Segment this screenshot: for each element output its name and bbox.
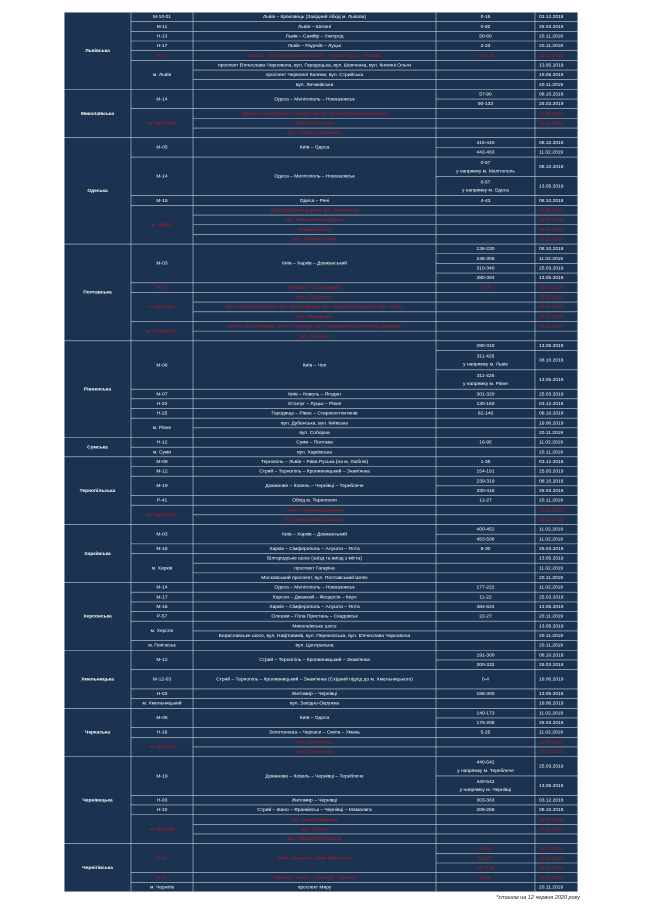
route-name: Одеса – Рені xyxy=(299,198,330,204)
km-range: 22-27 xyxy=(479,614,492,620)
date-cell: 19.06.2019 xyxy=(539,73,564,79)
km-range: 0-15 xyxy=(480,875,491,881)
route-name: Доманове – Ковель – Чернівці – Тереблече xyxy=(265,484,364,490)
route-name: Стрий – Івано – Франківськ – Чернівці – Мамалига xyxy=(257,808,372,814)
km-range: 188-300 xyxy=(476,692,495,698)
road-code: м. Кременчук xyxy=(146,329,178,335)
route-name: Полтава – Олександрія xyxy=(287,285,342,291)
date-cell: 03.12.2018 xyxy=(539,459,564,465)
date-cell: 19.06.2019 xyxy=(539,701,564,707)
road-code: М-18 xyxy=(156,605,168,611)
road-code: м. Львів xyxy=(152,73,172,79)
date-cell: 11.02.2019 xyxy=(539,711,564,717)
km-range: 311-425 xyxy=(476,373,495,379)
km-range: 330-415 xyxy=(476,488,495,494)
km-range: 4-43 xyxy=(480,198,491,204)
date-cell: 13.05.2019 xyxy=(539,208,564,214)
road-code: Н-03 xyxy=(156,692,168,698)
road-code: М-12 xyxy=(156,469,168,475)
road-code: м. Тернопіль xyxy=(147,513,177,519)
km-range: 0-4 xyxy=(481,677,490,683)
route-name: просп. Степана Бандери xyxy=(286,508,343,514)
km-range: 177-222 xyxy=(476,585,495,591)
date-cell: 08.10.2018 xyxy=(539,358,564,364)
region-name: Тернопільська xyxy=(79,488,116,494)
route-name: Доманове – Ковель – Чернівці – Тереблече xyxy=(265,774,364,780)
date-cell: 25.03.2019 xyxy=(539,663,564,669)
road-code: м. Полтава xyxy=(149,305,175,311)
km-range: 301-320 xyxy=(476,392,495,398)
date-cell: 25.03.2019 xyxy=(539,24,564,30)
date-cell: 19.06.2019 xyxy=(539,421,564,427)
date-cell: 08.10.2018 xyxy=(539,653,564,659)
km-range: 175-208 xyxy=(476,721,495,727)
date-cell: 20.11.2019 xyxy=(539,82,564,88)
road-code: М-10-01 xyxy=(152,15,172,21)
road-code: м. Генічеськ xyxy=(148,643,176,649)
km-direction: у напрямку м. Одеса xyxy=(461,188,510,194)
km-direction: у напрямку м. Львів xyxy=(463,362,508,368)
date-cell: 11.02.2019 xyxy=(539,440,564,446)
road-code: М-07 xyxy=(156,392,168,398)
km-range: 380-394 xyxy=(476,276,495,282)
km-range: 245-306 xyxy=(476,256,495,262)
road-code: Н-16 xyxy=(156,730,168,736)
route-name: вул. Личаківська xyxy=(295,82,334,88)
route-name: Одеса – Мелітополь – Новоазовськ xyxy=(274,585,355,591)
date-cell: 08.10.2018 xyxy=(539,198,564,204)
date-cell: 11.02.2019 xyxy=(539,585,564,591)
km-range: 12-27 xyxy=(479,498,492,504)
road-code: М-14 xyxy=(156,585,168,591)
km-range: 92-117 xyxy=(478,856,493,862)
route-name: проспект Миру xyxy=(297,885,332,891)
road-code: Н-22 xyxy=(156,401,168,407)
date-cell: 11.02.2019 xyxy=(539,150,564,156)
road-code: м. Харків xyxy=(151,566,173,572)
route-name: Стрий – Тернопіль – Кропивницький – Знам'янка (Східний підхід до м. Хмельницького) xyxy=(216,677,413,683)
route-name: Львів – Радехів – Луцьк xyxy=(287,44,342,50)
road-code: М-17 xyxy=(156,595,168,601)
date-cell: 08.10.2018 xyxy=(539,808,564,814)
km-range: 400-452 xyxy=(476,527,495,533)
km-range: 415-440 xyxy=(476,140,495,146)
region-name: Одеська xyxy=(87,189,108,195)
road-code: М-12-03 xyxy=(152,677,172,683)
region-name: Миколаївська xyxy=(80,111,115,117)
date-cell: 20.11.2019 xyxy=(539,875,564,881)
road-code: Р-15 xyxy=(156,53,168,59)
date-cell: 20.11.2019 xyxy=(539,430,564,436)
date-cell: 08.10.2018 xyxy=(539,247,564,253)
route-name: Київ – Одеса xyxy=(299,716,330,722)
road-code: м. Чернігів xyxy=(149,885,175,891)
region-name: Чернігівська xyxy=(82,866,113,872)
route-name: Харків – Сімферополь – Алушта – Ялта xyxy=(269,547,360,553)
route-name: вул. Дубенська, вул. Київська xyxy=(280,421,349,427)
route-name: вул. Благовісна xyxy=(296,740,333,746)
route-name: вул. Великотирнівська, вул. Європейська, вул. Маршала Бірюзова, вул. Сакко xyxy=(226,305,403,311)
date-cell: 13.05.2019 xyxy=(539,184,564,190)
road-code: М-03 xyxy=(156,261,168,267)
date-cell: 03.12.2018 xyxy=(539,401,564,407)
km-range: 280-310 xyxy=(476,343,495,349)
route-name: Суми – Полтава xyxy=(296,440,333,446)
km-range: 140-173 xyxy=(476,711,495,717)
date-cell: 20.11.2019 xyxy=(539,517,564,523)
km-range: 0-57 xyxy=(480,180,491,186)
road-code: М-12 xyxy=(156,658,168,664)
route-name: Одеса – Мелітополь – Новоазовськ xyxy=(274,174,355,180)
date-cell: 25.03.2019 xyxy=(539,392,564,398)
km-range: 50-60 xyxy=(479,34,492,40)
date-cell: 20.11.2019 xyxy=(539,643,564,649)
date-cell: 20.11.2018 xyxy=(539,34,564,40)
route-name: Житомир – Чернівці xyxy=(291,798,338,804)
date-cell: 08.10.2018 xyxy=(539,411,564,417)
road-code: м. Миколаїв xyxy=(148,121,176,127)
route-name: вул. Головна/Хотинська xyxy=(287,837,342,843)
route-name: вул. Генерала Карпенка xyxy=(287,131,342,137)
route-name: Московський проспект, вул. Полтавський Шлях xyxy=(261,576,368,582)
route-name: Бериславське шосе, вул. Нафтовиків, вул. Перекопська, вул. В'ячеслава Чорновола xyxy=(218,634,411,640)
roads-table xyxy=(64,12,578,892)
route-name: Київ – Ковель – Ягодин xyxy=(288,392,341,398)
route-name: вул. Зіньківська xyxy=(296,314,333,320)
km-range: 130-150 xyxy=(476,401,495,407)
date-cell: 20.11.2019 xyxy=(539,576,564,582)
route-name: Люстдорфська дорога, вул. Балківська xyxy=(270,208,359,214)
region-name: Херсонська xyxy=(83,614,112,620)
route-name: Київське шосе (заїзд та виїзд з міста), проспект Богоявленський xyxy=(241,111,388,117)
route-name: проспект Червоної Калини, вул. Стрийська xyxy=(265,73,364,79)
date-cell: 20.11.2019 xyxy=(539,634,564,640)
date-cell: 13.05.2019 xyxy=(539,605,564,611)
route-name: вул. Київська xyxy=(299,334,330,340)
route-name: Київ – Харків – Довжанський xyxy=(282,261,347,267)
km-direction: у напрямку м. Мелітополь xyxy=(456,169,515,175)
road-code: м. Суми xyxy=(152,450,172,456)
km-range: 206-258 xyxy=(476,808,495,814)
road-code: Н-03 xyxy=(156,798,168,804)
route-name: вул. Героїв Майдану xyxy=(291,817,338,823)
date-cell: 25.03.2019 xyxy=(539,102,564,108)
date-cell: 20.11.2019 xyxy=(539,508,564,514)
km-range: 0-15 xyxy=(480,285,491,291)
road-code: Н-31 xyxy=(156,285,168,291)
km-range: 0-57 xyxy=(480,161,491,167)
road-code: м. Рівне xyxy=(152,426,172,432)
km-range: 120-132 xyxy=(476,53,495,59)
km-range: 484-524 xyxy=(476,605,495,611)
route-name: Київське шосе xyxy=(298,227,331,233)
date-cell: 25.03.2019 xyxy=(539,721,564,727)
date-cell: 20.11.2019 xyxy=(539,827,564,833)
date-cell: 13.05.2019 xyxy=(539,63,564,69)
date-cell: 20.11.2019 xyxy=(539,121,564,127)
date-cell: 20.11.2019 xyxy=(539,314,564,320)
route-name: Київ – Чернігів – Нові Яриловичі xyxy=(277,856,352,862)
km-range: 11-22 xyxy=(479,595,492,601)
region-name: Львівська xyxy=(85,48,110,54)
route-name: Харків – Сімферополь – Алушта – Ялта xyxy=(269,605,360,611)
date-cell: 20.11.2019 xyxy=(539,498,564,504)
road-code: м. Хмельницький xyxy=(142,701,182,707)
date-cell: 11.02.2019 xyxy=(539,256,564,262)
date-cell: 11.02.2019 xyxy=(539,730,564,736)
road-code: М-06 xyxy=(156,363,168,369)
km-range: 62-149 xyxy=(477,411,494,417)
km-range: 8-30 xyxy=(480,547,491,553)
road-code: М-05 xyxy=(156,145,168,151)
km-direction: у напрямку м. Чернівці xyxy=(459,788,512,794)
route-name: Херсон – Джанкой – Феодосія – Керч xyxy=(272,595,357,601)
date-cell: 20.11.2019 xyxy=(539,324,564,330)
road-code: М-15 xyxy=(156,198,168,204)
road-code: м. Чернівці xyxy=(149,827,175,833)
region-name: Черкаська xyxy=(84,730,111,736)
km-range: 303-363 xyxy=(476,798,495,804)
road-code: Р-41 xyxy=(156,498,168,504)
road-code: М-19 xyxy=(156,774,168,780)
road-code: м. Черкаси xyxy=(149,745,175,751)
date-cell: 20.11.2019 xyxy=(539,305,564,311)
route-name: Золотоноша – Черкаси – Сміла – Умань xyxy=(269,730,360,736)
route-name: вул. Харківська xyxy=(297,450,332,456)
region-name: Сумська xyxy=(87,445,108,451)
date-cell: 20.11.2019 xyxy=(539,237,564,243)
km-range: 5-25 xyxy=(480,730,491,736)
date-cell: 03.12.2018 xyxy=(539,15,564,21)
km-range: 136-230 xyxy=(476,247,495,253)
road-code: Н-17 xyxy=(156,44,168,50)
route-name: вул. Західно-Окружна xyxy=(289,701,340,707)
route-name: Устилуг – Луцьк – Рівне xyxy=(287,401,342,407)
route-name: вул. Центральна xyxy=(295,643,334,649)
route-name: вул. Київська/Дорошенка xyxy=(285,517,344,523)
route-name: Київ – Чоп xyxy=(302,363,327,369)
route-name: Львів – Шегині xyxy=(298,24,331,30)
road-code: Н-12 xyxy=(156,440,168,446)
km-range: 64-80 xyxy=(479,846,492,852)
km-range: 1-35 xyxy=(480,459,491,465)
date-cell: 08.10.2018 xyxy=(539,479,564,485)
footnote: *станом на 12 червня 2020 року xyxy=(496,895,580,901)
date-cell: 19.06.2019 xyxy=(539,218,564,224)
route-name: Львів – Краковець (Західний обхід м. Львова) xyxy=(263,15,366,21)
date-cell: 25.03.2019 xyxy=(539,595,564,601)
region-name: Харківська xyxy=(84,551,111,557)
road-code: М-14 xyxy=(156,97,168,103)
km-range: 117-129 xyxy=(476,866,495,872)
km-range: 239-319 xyxy=(476,479,495,485)
km-range: 311-425 xyxy=(476,354,495,360)
route-name: Ковель – Володимир-Волинський – Червоноград – Жовква xyxy=(247,53,382,59)
date-cell: 13.05.2019 xyxy=(539,343,564,349)
road-code: М-11 xyxy=(156,24,168,30)
route-name: вул. Соборності xyxy=(296,295,333,301)
route-name: Олешки – Гола Пристань – Скадовськ xyxy=(271,614,358,620)
route-name: Київ – Одеса xyxy=(299,145,330,151)
date-cell: 13.05.2019 xyxy=(539,377,564,383)
date-cell: 25.03.2019 xyxy=(539,764,564,770)
date-cell: 13.05.2019 xyxy=(539,817,564,823)
route-name: Херсонське шосе xyxy=(294,121,335,127)
road-code: М-03 xyxy=(156,532,168,538)
road-code: М-14 xyxy=(156,174,168,180)
road-code: М-19 xyxy=(156,484,168,490)
route-name: вул. Миколаївська дорога xyxy=(285,218,344,224)
km-range: 90-133 xyxy=(477,102,494,108)
date-cell: 11.02.2019 xyxy=(539,537,564,543)
km-range: 440-542 xyxy=(476,780,495,786)
date-cell: 25.03.2019 xyxy=(539,488,564,494)
km-range: 0-15 xyxy=(480,15,491,21)
region-name: Полтавська xyxy=(83,290,112,296)
route-name: вул. Семена Палія xyxy=(293,237,336,243)
route-name: проспект Гагаріна xyxy=(294,566,335,572)
date-cell: 08.10.2018 xyxy=(539,92,564,98)
date-cell: 13.05.2019 xyxy=(539,740,564,746)
date-cell: 25.03.2019 xyxy=(539,469,564,475)
km-range: 0-82 xyxy=(480,24,491,30)
date-cell: 20.11.2019 xyxy=(539,885,564,891)
route-name: Київ – Харків – Довжанський xyxy=(282,532,347,538)
date-cell: 13.05.2019 xyxy=(539,783,564,789)
date-cell: 11.02.2019 xyxy=(539,527,564,533)
km-direction: у напрямку м. Тереблече xyxy=(457,768,514,774)
date-cell: 11.02.2019 xyxy=(539,566,564,572)
date-cell: 13.05.2019 xyxy=(539,624,564,630)
date-cell: 20.11.2019 xyxy=(539,750,564,756)
km-range: 2-23 xyxy=(480,44,491,50)
route-name: просп. Лесі Українки, просп. Свободи, вул. Набережна Лейтенанта Дніпрова xyxy=(227,324,402,330)
km-range: 57-90 xyxy=(479,92,492,98)
road-code: М-09 xyxy=(156,459,168,465)
date-cell: 20.11.2019 xyxy=(539,227,564,233)
km-range: 16-95 xyxy=(479,440,492,446)
route-name: Миколаївське шосе xyxy=(292,624,337,630)
date-cell: 03.12.2018 xyxy=(539,798,564,804)
road-code: Р-57 xyxy=(156,614,168,620)
route-name: Чернігів – Мена – Сосниця – Грем'яч xyxy=(272,875,357,881)
road-code: М-18 xyxy=(156,547,168,553)
road-code: Н-27 xyxy=(156,875,168,881)
route-name: Одеса – Мелітополь – Новоазовськ xyxy=(274,97,355,103)
road-code: м. Херсон xyxy=(150,629,174,635)
route-name: вул. Соборна xyxy=(299,430,330,436)
date-cell: 20.11.2019 xyxy=(539,866,564,872)
road-code: М-01 xyxy=(156,856,168,862)
region-name: Чернівецька xyxy=(82,798,113,804)
date-cell: 20.11.2018 xyxy=(539,44,564,50)
km-range: 442-463 xyxy=(476,150,495,156)
date-cell: 20.11.2019 xyxy=(539,614,564,620)
date-cell: 13.05.2019 xyxy=(539,692,564,698)
region-name: Хмельницька xyxy=(81,677,114,683)
route-name: Тернопіль – Львів – Рава Руська (на м. Люблін) xyxy=(260,459,369,465)
route-name: проспект В'ячеслава Чорновола, вул. Городоцька, вул. Шевченка, вул. Княгині Ольги xyxy=(218,63,411,69)
road-code: М-05 xyxy=(156,716,168,722)
route-name: Городище – Рівне – Старокостянтинів xyxy=(271,411,358,417)
route-name: Львів – Самбір – Ужгород xyxy=(285,34,344,40)
date-cell: 11.02.2019 xyxy=(539,856,564,862)
date-cell: 19.06.2019 xyxy=(539,677,564,683)
route-name: Стрий – Тернопіль – Кропивницький – Знам'янка xyxy=(259,469,370,475)
road-code: Н-13 xyxy=(156,34,168,40)
region-name: Рівненська xyxy=(83,387,112,393)
date-cell: 20.11.2019 xyxy=(539,285,564,291)
date-cell: 13.05.2019 xyxy=(539,556,564,562)
km-range: 453-508 xyxy=(476,537,495,543)
km-range: 154-191 xyxy=(476,469,495,475)
road-code: Н-25 xyxy=(156,411,168,417)
km-range: 310-340 xyxy=(476,266,495,272)
km-direction: у напрямку м. Рівне xyxy=(463,382,508,388)
route-name: Білгородське шосе (заїзд та виїзд з міста) xyxy=(267,556,362,562)
date-cell: 13.05.2019 xyxy=(539,276,564,282)
date-cell: 13.05.2019 xyxy=(539,111,564,117)
road-code: Н-10 xyxy=(156,808,168,814)
route-name: вул. Смілянська xyxy=(296,750,333,756)
route-name: вул. Руська xyxy=(301,827,328,833)
route-name: Обхід м. Тернополя xyxy=(292,498,337,504)
date-cell: 20.11.2019 xyxy=(539,53,564,59)
date-cell: 25.03.2019 xyxy=(539,547,564,553)
date-cell: 25.03.2019 xyxy=(539,266,564,272)
km-range: 440-542 xyxy=(476,760,495,766)
date-cell: 08.10.2018 xyxy=(539,165,564,171)
date-cell: 19.06.2019 xyxy=(539,295,564,301)
km-range: 300-332 xyxy=(476,663,495,669)
route-name: Стрий – Тернопіль – Кропивницький – Знам'янка xyxy=(259,658,370,664)
date-cell: 08.10.2018 xyxy=(539,140,564,146)
date-cell: 08.10.2018 xyxy=(539,846,564,852)
road-code: м. Одеса xyxy=(151,223,173,229)
km-range: 191-300 xyxy=(476,653,495,659)
date-cell: 20.11.2019 xyxy=(539,450,564,456)
route-name: Житомир – Чернівці xyxy=(291,692,338,698)
